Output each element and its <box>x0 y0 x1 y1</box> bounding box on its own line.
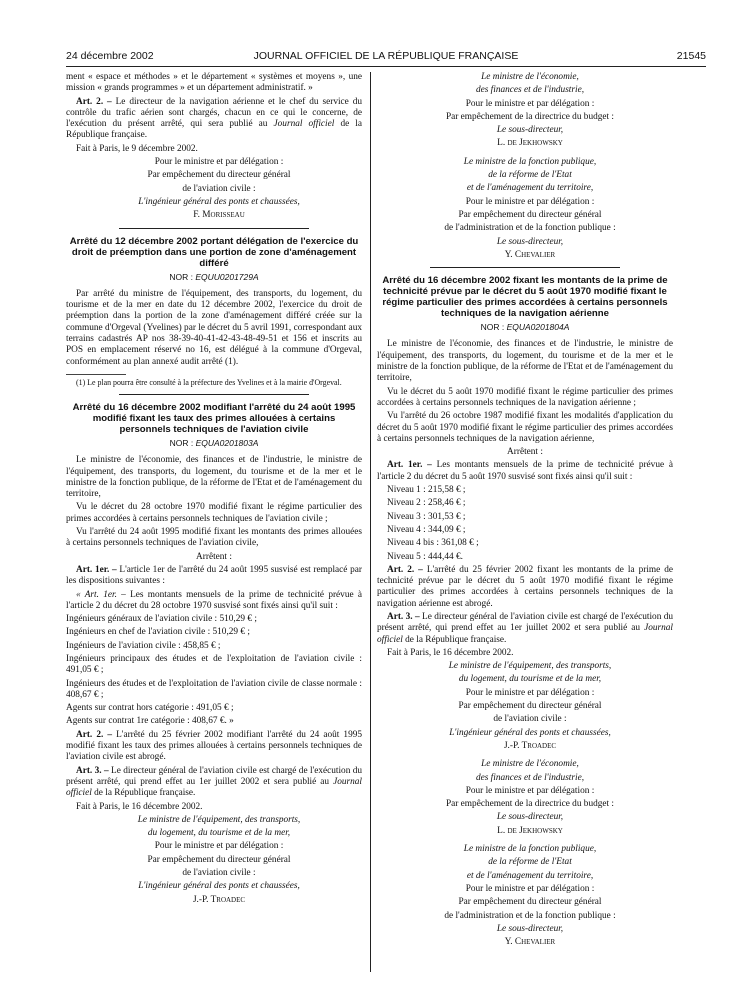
article-2-end: de la République française. <box>66 119 363 141</box>
level-item: Niveau 4 : 344,09 € ; <box>387 524 466 535</box>
sig-name: L. de Jekhowsky <box>497 825 563 836</box>
sig-name: J.-P. Troadec <box>503 740 557 751</box>
section-separator <box>430 267 620 268</box>
sig-line: de l'administration et de la fonction publique : <box>444 910 616 921</box>
article-2 <box>377 565 673 610</box>
journal-officiel-ref: Journal officiel <box>66 776 363 799</box>
minister-line: du logement, du tourisme et de la mer, <box>147 828 291 839</box>
sig-line: Pour le ministre et par délégation : <box>465 785 595 796</box>
column-divider <box>370 72 371 972</box>
rate-item: Ingénieurs principaux des études et de l'exploitation de l'aviation civile : 491,05 € ; <box>66 653 362 676</box>
minister-line: et de l'aménagement du territoire, <box>466 183 594 194</box>
rate-item: Agents sur contrat hors catégorie : 491,05 € ; <box>66 703 234 714</box>
nor-code: EQUA0201803A <box>195 437 259 448</box>
section-separator <box>119 394 309 395</box>
minister-line: Le ministre de l'économie, <box>481 72 579 82</box>
sig-line: Pour le ministre et par délégation : <box>465 687 595 698</box>
article-3-end: de la République française. <box>94 788 196 799</box>
minister-line: de la réforme de l'Etat <box>488 857 572 868</box>
level-item: Niveau 4 bis : 361,08 € ; <box>387 538 479 549</box>
sig-line: de l'aviation civile : <box>182 868 256 879</box>
article-1 <box>66 565 362 588</box>
sig-line: Pour le ministre et par délégation : <box>465 883 595 894</box>
header-rule <box>66 66 706 67</box>
nor-label: NOR : <box>480 322 505 333</box>
article-3-label: Art. 3. – <box>76 765 109 776</box>
article-3 <box>377 612 673 646</box>
rate-item: Agents sur contrat 1re catégorie : 408,67 €. » <box>66 716 234 727</box>
sig-line: Par empêchement du directeur général <box>458 209 602 220</box>
rate-item: Ingénieurs en chef de l'aviation civile : 510,29 € ; <box>66 627 250 638</box>
level-item: Niveau 3 : 301,53 € ; <box>387 511 466 522</box>
sig-name: Y. Chevalier <box>504 249 556 260</box>
nor-label: NOR : <box>169 271 193 282</box>
sig-name: L. de Jekhowsky <box>497 138 563 149</box>
minister-line: du logement, du tourisme et de la mer, <box>458 674 602 685</box>
preamble-paragraph: Vu l'arrêté du 26 octobre 1987 modifié fixant les modalités d'application du décret du 5 août 1970 modifié fixant le régime particulier des primes accordées à certains personnels techniques de la navigation aérienne, <box>377 411 673 444</box>
sig-title: Le sous-directeur, <box>496 923 564 934</box>
article-3-end: de la République française. <box>405 634 507 645</box>
rate-item: Ingénieurs généraux de l'aviation civile : 510,29 € ; <box>66 614 257 625</box>
sig-title: Le sous-directeur, <box>496 812 564 823</box>
preamble-paragraph: Le ministre de l'économie, des finances et de l'industrie, le ministre de l'équipement, des transports, du logement, du tourisme et de la mer et le ministre de la fonction publique, de la réforme de l'Etat et de l'aménagement du territoire, <box>377 339 673 384</box>
article-1-label: Art. 1er. – <box>387 460 432 471</box>
sig-line: Par empêchement du directeur général <box>147 854 291 865</box>
article-2b-label: Art. 2. – <box>76 729 113 740</box>
footnote: (1) Le plan pourra être consulté à la préfecture des Yvelines et à la mairie d'Orgeval. <box>76 377 342 387</box>
sig-name: Y. Chevalier <box>504 937 556 948</box>
quoted-article <box>66 590 362 613</box>
sig-line: Pour le ministre et par délégation : <box>465 196 595 207</box>
article-2b <box>66 730 362 764</box>
nor-code: EQUU0201729A <box>195 271 259 282</box>
quoted-article-text: Les montants mensuels de la prime de technicité prévue à l'article 2 du décret du 28 octobre 1970 susvisé sont fixés ainsi qu'il suit : <box>66 589 362 611</box>
decree-title-navigation: Arrêté du 16 décembre 2002 fixant les montants de la prime de technicité prévue par le décret du 5 août 1970 modifié fixant le régime particulier des primes accordées à certains personnels techniques de la navigation aérienne <box>382 275 668 320</box>
minister-line: Le ministre de l'équipement, des transports, <box>448 661 612 672</box>
article-1 <box>377 460 673 483</box>
level-item: Niveau 5 : 444,44 €. <box>387 551 463 562</box>
journal-officiel-ref: Journal officiel <box>377 623 674 645</box>
sig-line: Par empêchement de la directrice du budget : <box>445 111 615 122</box>
article-3-label: Art. 3. – <box>387 611 420 622</box>
rate-item: Ingénieurs des études et de l'exploitation de l'aviation civile de classe normale : 408,67 € ; <box>66 678 362 700</box>
decree-title-preemption: Arrêté du 12 décembre 2002 portant délégation de l'exercice du droit de préemption dans une portion de zone d'aménagement différé <box>69 235 359 269</box>
preamble-paragraph: Vu le décret du 28 octobre 1970 modifié fixant le régime particulier des primes accordées à certains personnels techniques de l'aviation civile ; <box>66 502 362 524</box>
signature-block-7 <box>377 844 673 948</box>
minister-line: et de l'aménagement du territoire, <box>466 870 594 881</box>
article-3-text: Le directeur général de l'aviation civile est chargé de l'exécution du présent arrêté, qui prend effet au 1er juillet 2002 et sera publié au <box>377 611 674 634</box>
sig-line: Par empêchement du directeur général <box>147 170 291 181</box>
sig-line: Pour le ministre et par délégation : <box>154 157 284 168</box>
article-1-text: Les montants mensuels de la prime de technicité prévue à l'article 2 du décret du 5 août 1970 susvisé sont fixés ainsi qu'il suit : <box>377 460 673 482</box>
sig-title: Le sous-directeur, <box>496 236 564 247</box>
sig-name: F. Morisseau <box>193 210 245 221</box>
signature-block-1 <box>66 157 362 221</box>
minister-line: de la réforme de l'Etat <box>488 170 572 181</box>
minister-line: Le ministre de la fonction publique, <box>463 844 597 855</box>
signature-block-3 <box>377 72 673 150</box>
minister-line: Le ministre de la fonction publique, <box>463 156 597 167</box>
footnote-rule <box>66 374 126 375</box>
arretent-heading: Arrêtent : <box>196 551 232 562</box>
article-2b-text: L'arrêté du 25 février 2002 modifiant l'arrêté du 24 août 1995 modifié fixant les taux des primes allouées à certains personnels techniques de l'aviation civile est abrogé. <box>66 729 363 763</box>
nor-reference <box>377 322 673 333</box>
level-item: Niveau 1 : 215,58 € ; <box>387 485 466 496</box>
right-column <box>377 72 673 950</box>
level-item: Niveau 2 : 258,46 € ; <box>387 498 466 509</box>
article-1-label: Art. 1er. – <box>76 564 117 575</box>
minister-line: Le ministre de l'économie, <box>481 759 579 770</box>
nor-reference <box>66 438 362 449</box>
rate-item: Ingénieurs de l'aviation civile : 458,85 € ; <box>66 640 221 651</box>
sig-line: de l'aviation civile : <box>493 714 567 725</box>
article-2-label: Art. 2. – <box>76 96 112 107</box>
sig-line: Par empêchement de la directrice du budget : <box>445 799 615 810</box>
sig-title: L'ingénieur général des ponts et chaussées, <box>138 881 300 892</box>
preamble-paragraph: Vu l'arrêté du 24 août 1995 modifié fixant les montants des primes allouées à certains personnels techniques de l'aviation civile, <box>66 527 362 549</box>
preemption-body: Par arrêté du ministre de l'équipement, des transports, du logement, du tourisme et de la mer en date du 12 décembre 2002, l'exercice du droit de préemption dans la portion de la zone d'aménagement différé créée sur la commune d'Orgeval (Yvelines) par le décret du 5 avril 1991, correspondant aux terrains cadastrés AP nos 38-39-40-41-42-43-48-49-51 et 156 et inscrits au POS en emplacement réservé no 16, est délégué à la commune d'Orgeval, conformément au plan annexé audit arrêté (1). <box>66 288 362 367</box>
sig-line: Pour le ministre et par délégation : <box>465 98 595 109</box>
signature-block-4 <box>377 157 673 261</box>
fait-line: Fait à Paris, le 16 décembre 2002. <box>387 647 514 658</box>
article-3-text: Le directeur général de l'aviation civile est chargé de l'exécution du présent arrêté, qui prend effet au 1er juillet 2002 et sera publié au <box>66 765 363 787</box>
arretent-heading: Arrêtent : <box>507 447 543 458</box>
sig-name: J.-P. Troadec <box>192 894 246 905</box>
nor-label: NOR : <box>169 437 194 448</box>
left-column <box>66 72 362 908</box>
article-2 <box>66 97 362 142</box>
journal-officiel-ref: Journal officiel <box>273 119 335 130</box>
fait-line: Fait à Paris, le 16 décembre 2002. <box>76 801 203 812</box>
nor-reference <box>66 272 362 283</box>
minister-line: des finances et de l'industrie, <box>475 772 585 783</box>
article-2-text: L'arrêté du 25 février 2002 fixant les montants de la prime de technicité prévue par le décret du 5 août 1970 modifié fixant le régime particulier des primes accordées à certains personnels techniques de la navigation aérienne est abrogé. <box>377 564 674 609</box>
nor-code: EQUA0201804A <box>506 322 570 333</box>
sig-line: Par empêchement du directeur général <box>458 897 602 908</box>
quoted-article-label: « Art. 1er. – <box>76 589 126 600</box>
minister-line: des finances et de l'industrie, <box>475 85 585 96</box>
minister-line: Le ministre de l'équipement, des transports, <box>137 814 301 825</box>
sig-title: Le sous-directeur, <box>496 125 564 136</box>
signature-block-5 <box>377 661 673 752</box>
sig-line: de l'aviation civile : <box>182 183 256 194</box>
sig-line: Pour le ministre et par délégation : <box>154 841 284 852</box>
article-2-text: Le directeur de la navigation aérienne et le chef du service du contrôle du trafic aérien sont chargés, chacun en ce qui le concerne, de l'exécution du présent arrêté, qui sera publié au <box>66 96 363 130</box>
sig-line: de l'administration et de la fonction publique : <box>444 223 616 234</box>
continued-paragraph: ment « espace et méthodes » et le département « systèmes et moyens », une mission « grands programmes » et un département administratif. » <box>66 72 362 94</box>
article-3 <box>66 766 362 800</box>
fait-line: Fait à Paris, le 9 décembre 2002. <box>76 143 198 154</box>
header-date: 24 décembre 2002 <box>66 50 154 62</box>
article-2-label: Art. 2. – <box>387 564 423 575</box>
preamble-paragraph: Vu le décret du 5 août 1970 modifié fixant le régime particulier des primes accordées à certains personnels techniques de la navigation aérienne ; <box>377 386 673 408</box>
signature-block-6 <box>377 759 673 837</box>
header-page-number: 21545 <box>676 50 706 62</box>
section-separator <box>119 228 309 229</box>
preamble-paragraph: Le ministre de l'économie, des finances et de l'industrie, le ministre de l'équipement, des transports, du logement, du tourisme et de la mer et le ministre de la fonction publique, de la réforme de l'Etat et de l'aménagement du territoire, <box>66 455 362 500</box>
page-header <box>66 50 706 66</box>
sig-title: L'ingénieur général des ponts et chaussées, <box>138 196 300 207</box>
sig-title: L'ingénieur général des ponts et chaussées, <box>449 727 611 738</box>
signature-block-2 <box>66 815 362 906</box>
header-journal-title: JOURNAL OFFICIEL DE LA RÉPUBLIQUE FRANÇAISE <box>253 50 519 62</box>
decree-title-primes: Arrêté du 16 décembre 2002 modifiant l'arrêté du 24 août 1995 modifié fixant les taux des primes allouées à certains personnels techniques de l'aviation civile <box>72 401 356 435</box>
sig-line: Par empêchement du directeur général <box>458 701 602 712</box>
article-1-text: L'article 1er de l'arrêté du 24 août 1995 susvisé est remplacé par les dispositions suivantes : <box>66 564 362 587</box>
